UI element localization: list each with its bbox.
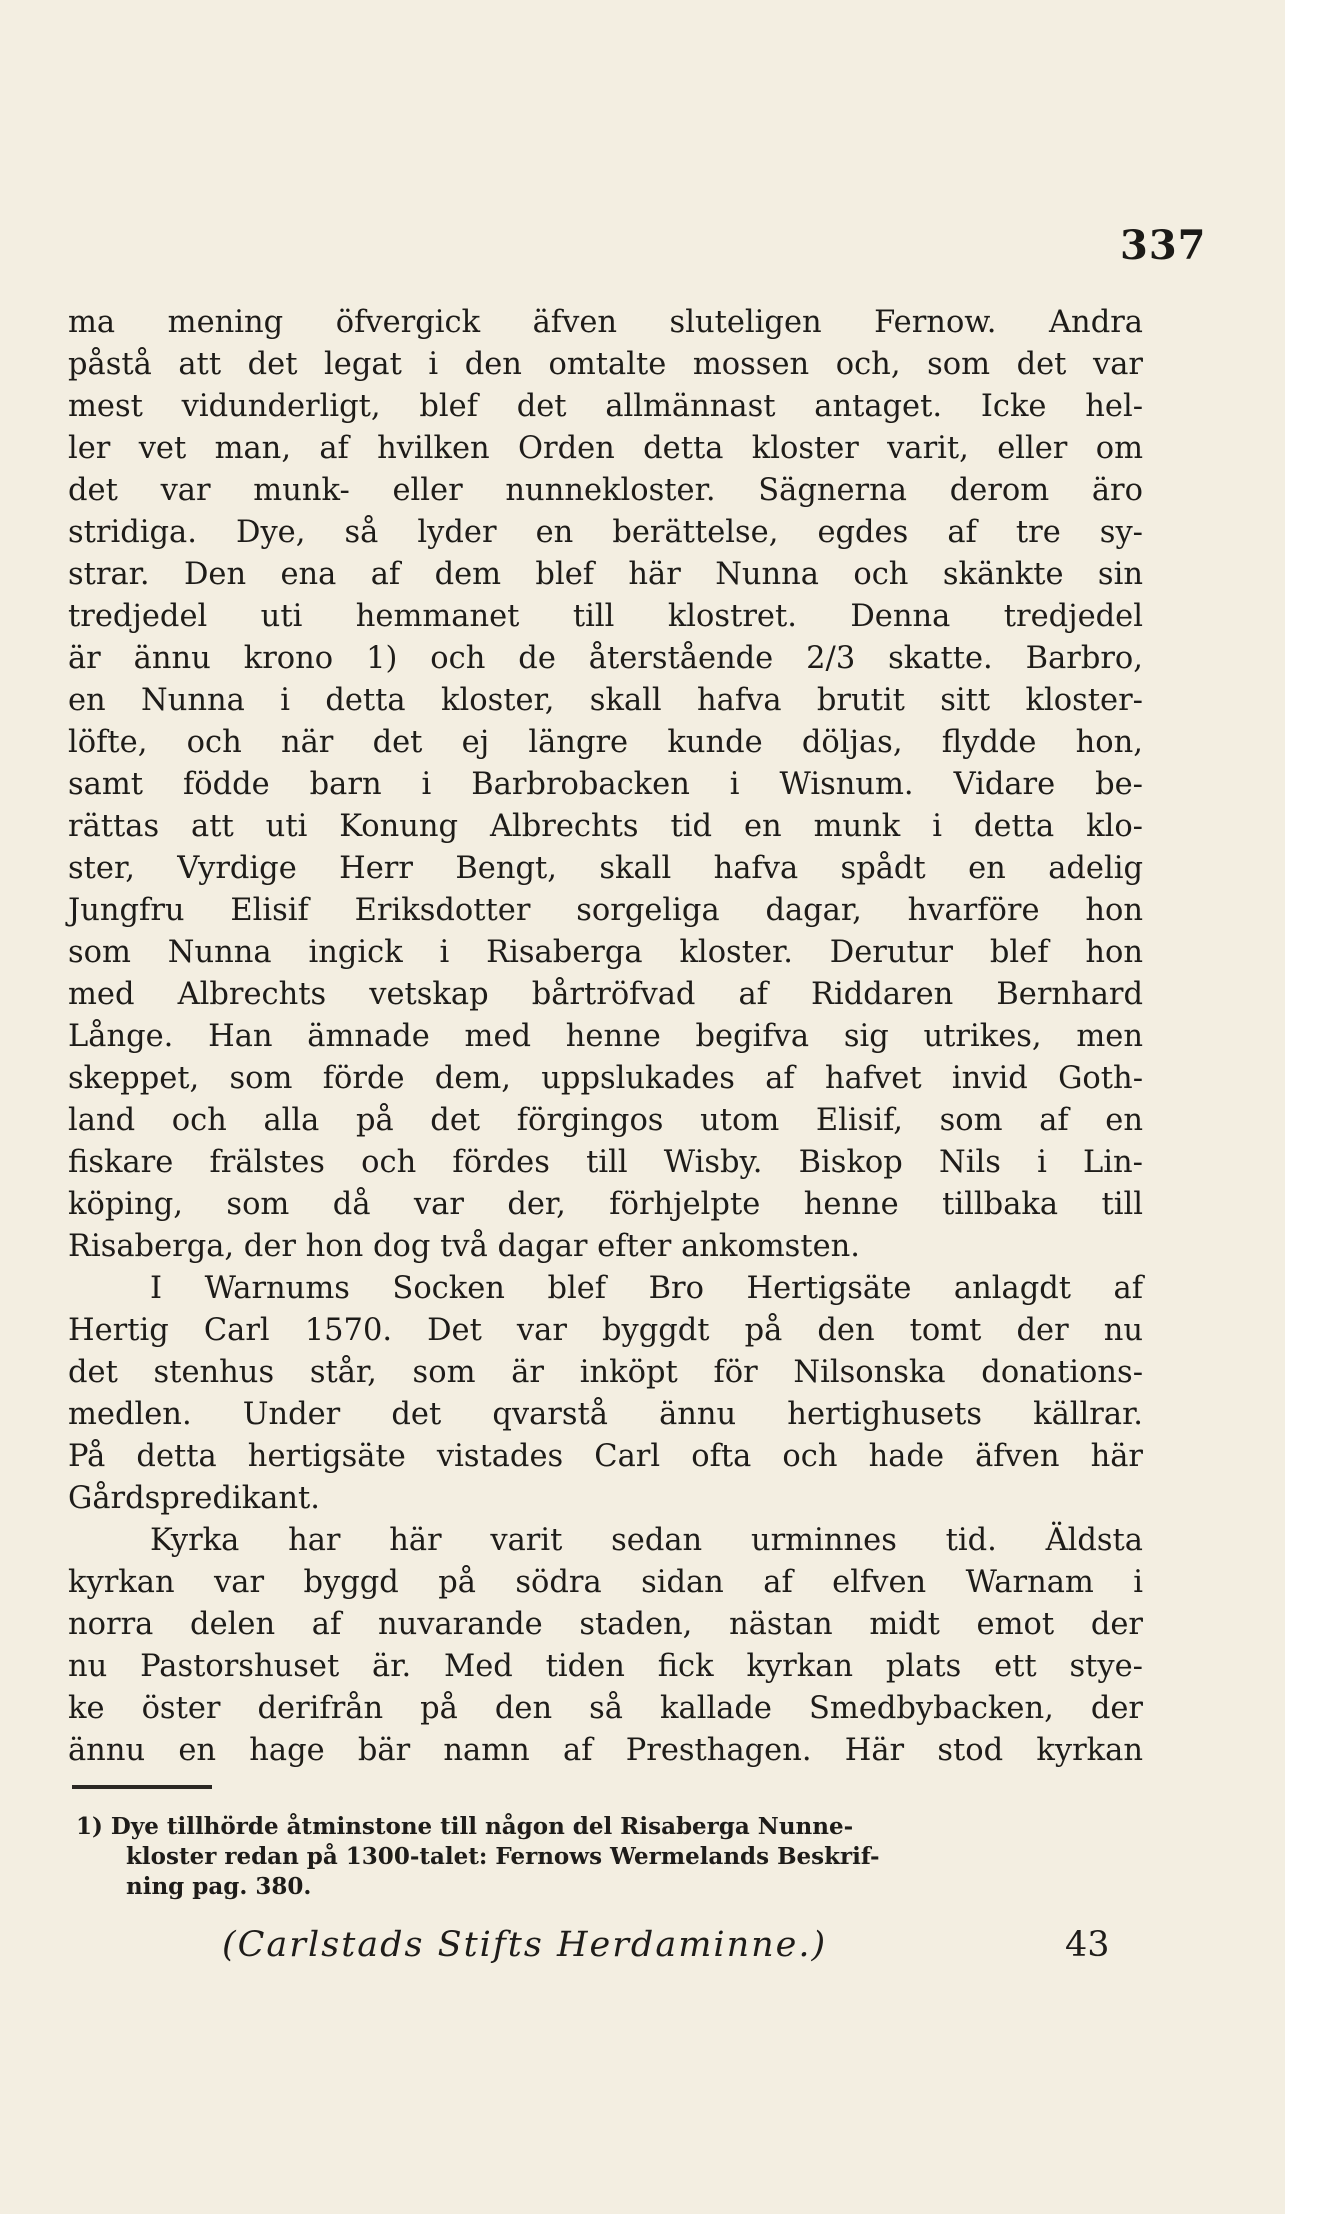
footnote-line: 1) Dye tillhörde åtminstone till någon del Risaberga Nunne- <box>76 1813 854 1840</box>
text-line: Kyrka har här varit sedan urminnes tid. Äldsta <box>150 1523 1143 1558</box>
text-line: I Warnums Socken blef Bro Hertigsäte anlagdt af <box>150 1271 1143 1306</box>
text-line: mest vidunderligt, blef det allmännast antaget. Icke hel- <box>68 389 1143 424</box>
text-line: som Nunna ingick i Risaberga kloster. Derutur blef hon <box>68 935 1143 970</box>
text-line: strar. Den ena af dem blef här Nunna och skänkte sin <box>68 557 1143 592</box>
text-line: ler vet man, af hvilken Orden detta kloster varit, eller om <box>68 431 1143 466</box>
text-line: fiskare frälstes och fördes till Wisby. Biskop Nils i Lin- <box>68 1145 1143 1180</box>
signature-line: (Carlstads Stifts Herdaminne.) <box>222 1925 828 1965</box>
text-line: På detta hertigsäte vistades Carl ofta och hade äfven här <box>68 1439 1143 1474</box>
text-line: ma mening öfvergick äfven sluteligen Fernow. Andra <box>68 305 1143 340</box>
text-line: med Albrechts vetskap bårtröfvad af Riddaren Bernhard <box>68 977 1143 1012</box>
text-line: ke öster derifrån på den så kallade Smedbybacken, der <box>68 1691 1143 1726</box>
text-line: Hertig Carl 1570. Det var byggdt på den tomt der nu <box>68 1313 1143 1348</box>
text-line: Jungfru Elisif Eriksdotter sorgeliga dagar, hvarföre hon <box>68 893 1143 928</box>
footnote-line: ning pag. 380. <box>126 1873 312 1900</box>
text-line: ännu en hage bär namn af Presthagen. Här stod kyrkan <box>68 1733 1143 1768</box>
text-line: löfte, och när det ej längre kunde döljas, flydde hon, <box>68 725 1143 760</box>
footnote <box>76 1812 1141 1902</box>
text-line: land och alla på det förgingos utom Elisif, som af en <box>68 1103 1143 1138</box>
page-number: 337 <box>1120 222 1207 269</box>
footnote-rule <box>72 1785 212 1789</box>
text-line: är ännu krono 1) och de återstående 2/3 skatte. Barbro, <box>68 641 1143 676</box>
text-line: Gårdspredikant. <box>68 1481 320 1516</box>
text-line: rättas att uti Konung Albrechts tid en munk i detta klo- <box>68 809 1143 844</box>
text-line: nu Pastorshuset är. Med tiden fick kyrkan plats ett stye- <box>68 1649 1143 1684</box>
text-line: kyrkan var byggd på södra sidan af elfven Warnam i <box>68 1565 1143 1600</box>
text-line: en Nunna i detta kloster, skall hafva brutit sitt kloster- <box>68 683 1143 718</box>
text-line: skeppet, som förde dem, uppslukades af hafvet invid Goth- <box>68 1061 1143 1096</box>
text-line: stridiga. Dye, så lyder en berättelse, egdes af tre sy- <box>68 515 1143 550</box>
text-line: ster, Vyrdige Herr Bengt, skall hafva spådt en adelig <box>68 851 1143 886</box>
body-text <box>68 302 1143 1772</box>
text-line: köping, som då var der, förhjelpte henne tillbaka till <box>68 1187 1143 1222</box>
text-line: påstå att det legat i den omtalte mossen och, som det var <box>68 347 1143 382</box>
text-line: medlen. Under det qvarstå ännu hertighusets källrar. <box>68 1397 1143 1432</box>
text-line: Långe. Han ämnade med henne begifva sig utrikes, men <box>68 1019 1143 1054</box>
text-line: det var munk- eller nunnekloster. Sägnerna derom äro <box>68 473 1143 508</box>
page-edge <box>1285 0 1317 2214</box>
footnote-line: kloster redan på 1300-talet: Fernows Wermelands Beskrif- <box>126 1843 880 1870</box>
text-line: tredjedel uti hemmanet till klostret. Denna tredjedel <box>68 599 1143 634</box>
text-line: norra delen af nuvarande staden, nästan midt emot der <box>68 1607 1143 1642</box>
text-line: samt födde barn i Barbrobacken i Wisnum. Vidare be- <box>68 767 1143 802</box>
text-line: det stenhus står, som är inköpt för Nilsonska donations- <box>68 1355 1143 1390</box>
text-line: Risaberga, der hon dog två dagar efter ankomsten. <box>68 1229 860 1264</box>
signature-mark: 43 <box>1065 1925 1110 1965</box>
